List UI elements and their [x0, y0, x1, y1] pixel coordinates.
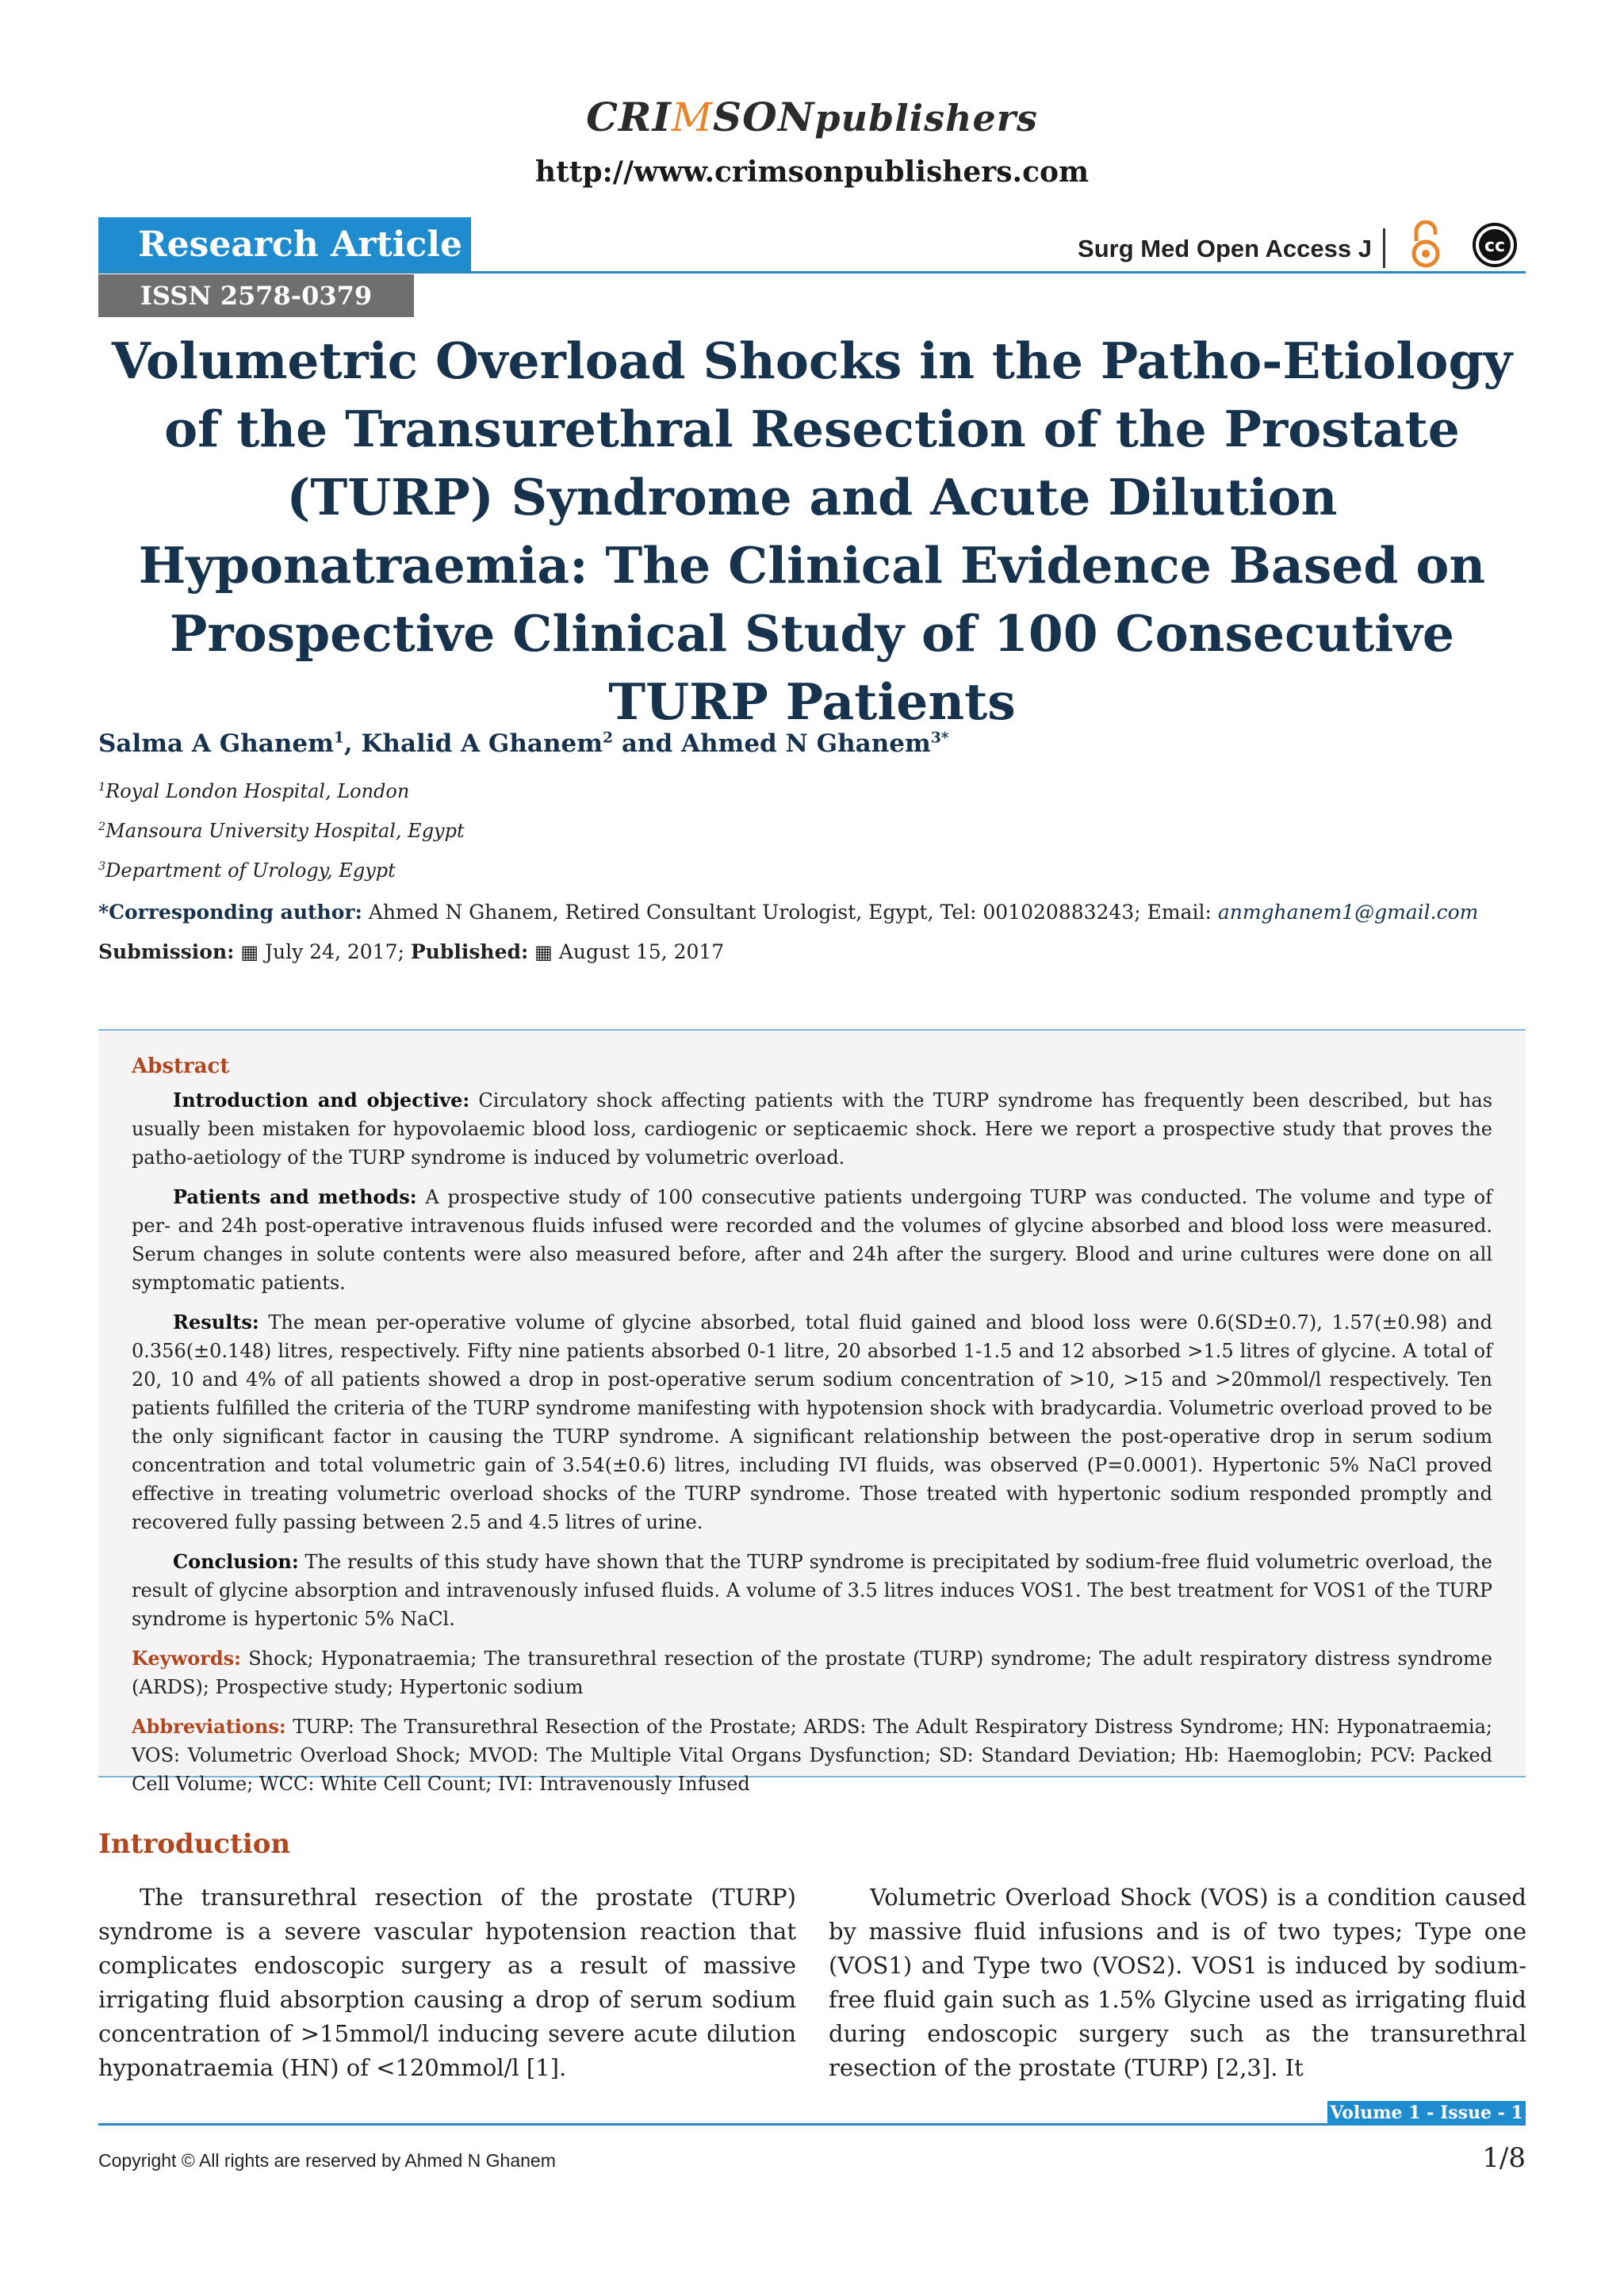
author-affiliation-marker: 1: [333, 729, 344, 747]
corresponding-label: *Corresponding author:: [98, 901, 362, 924]
affiliation-2: [98, 820, 465, 842]
affiliation-3: [98, 859, 396, 882]
article-title: Volumetric Overload Shocks in the Patho-Etiology of the Transurethral Resection of the Prostate (TURP) Syndrome and Acute Dilution Hyponatraemia: The Clinical Evidence Based on Prospective Clinical Study of 100 Consecutive TURP Patients: [111, 331, 1513, 731]
publisher-url[interactable]: http://www.crimsonpublishers.com: [534, 155, 1090, 189]
calendar-icon: ▦: [240, 941, 259, 963]
logo-text-son: SON: [713, 94, 815, 140]
author-affiliation-marker: 3*: [930, 729, 949, 747]
abstract-section-text: Circulatory shock affecting patients with the TURP syndrome has frequently been described, but has usually been mistaken for hypovolaemic blood loss, cardiogenic or septicaemic shock. Here we report a prospective study that proves the patho-aetiology of the TURP syndrome is induced by volumetric overload.: [132, 1089, 1493, 1169]
abbreviations-text: TURP: The Transurethral Resection of the Prostate; ARDS: The Adult Respiratory Distress Syndrome; HN: Hyponatraemia; VOS: Volumetric Overload Shock; MVOD: The Multiple Vital Organs Dysfunction; SD: Standard Deviation; Hb: Haemoglobin; PCV: Packed Cell Volume; WCC: White Cell Count; IVI: Intravenously Infused: [132, 1716, 1492, 1795]
affiliation-marker: 2: [98, 821, 106, 833]
header-divider: [98, 271, 1526, 274]
keywords-text: Shock; Hyponatraemia; The transurethral resection of the prostate (TURP) syndrome; The adult respiratory distress syndrome (ARDS); Prospective study; Hypertonic sodium: [132, 1647, 1492, 1698]
abstract-section-text: The mean per-operative volume of glycine absorbed, total fluid gained and blood loss were 0.6(SD±0.7), 1.57(±0.98) and 0.356(±0.148) litres, respectively. Fifty nine patients absorbed 0-1 litre, 20 absorbed 1-1.5 and 12 absorbed >1.5 litres of glycine. A total of 20, 10 and 4% of all patients showed a drop in post-operative serum sodium concentration of >10, >15 and >20mmol/l respectively. Ten patients fulfilled the criteria of the TURP syndrome manifesting with hypotension shock with bradycardia. Volumetric overload proved to be the only significant factor in causing the TURP syndrome. A significant relationship between the post-operative drop in serum sodium concentration and total volumetric gain of 3.54(±0.6) litres, including IVI fluids, was observed (P=0.0001). Hypertonic 5% NaCl proved effective in treating volumetric overload shocks of the TURP syndrome. Those treated with hypertonic sodium responded promptly and recovered fully passing between 2.5 and 4.5 litres of urine.: [132, 1311, 1492, 1533]
submission-date: July 24, 2017;: [259, 940, 411, 963]
corresponding-text: Ahmed N Ghanem, Retired Consultant Urologist, Egypt, Tel: 001020883243; Email:: [362, 901, 1218, 924]
author-separator: ,: [343, 729, 362, 758]
abbreviations: [132, 1712, 1492, 1798]
issn-badge: ISSN 2578-0379: [98, 274, 414, 317]
journal-divider: [1383, 228, 1385, 268]
abstract-box: [98, 1029, 1526, 1795]
open-access-icon: [1408, 220, 1443, 270]
affiliation-marker: 3: [98, 860, 106, 873]
creative-commons-icon: [1472, 222, 1518, 268]
author-name[interactable]: Ahmed N Ghanem: [680, 729, 931, 758]
footer-divider: [98, 2123, 1526, 2126]
corresponding-email-link[interactable]: anmghanem1@gmail.com: [1217, 901, 1479, 924]
publisher-logo: [0, 94, 1624, 140]
published-date: August 15, 2017: [552, 940, 725, 963]
published-label: Published:: [410, 940, 529, 963]
abbreviations-label: Abbreviations:: [132, 1715, 286, 1738]
affiliation-text: Mansoura University Hospital, Egypt: [105, 820, 465, 842]
abstract-section-label: Introduction and objective:: [173, 1089, 470, 1112]
page-number: 1/8: [1482, 2142, 1526, 2174]
volume-issue-badge: Volume 1 - Issue - 1: [1327, 2101, 1526, 2125]
submission-label: Submission:: [98, 940, 235, 963]
calendar-icon: ▦: [534, 941, 553, 963]
abstract-section-label: Results:: [173, 1311, 259, 1334]
author-affiliation-marker: 2: [603, 729, 614, 747]
article-type-badge: Research Article: [98, 217, 471, 273]
abstract-conclusion: [132, 1548, 1492, 1633]
abstract-results: [132, 1308, 1492, 1536]
abstract-heading: Abstract: [132, 1054, 230, 1078]
introduction-left-column: The transurethral resection of the prostate (TURP) syndrome is a severe vascular hypotension reaction that complicates endoscopic surgery as a result of massive irrigating fluid absorption causing a drop of serum sodium concentration of >15mmol/l inducing severe acute dilution hyponatraemia (HN) of <120mmol/l [1].: [98, 1884, 796, 2081]
abstract-section-text: A prospective study of 100 consecutive patients undergoing TURP was conducted. The volume and type of per- and 24h post-operative intravenous fluids infused were recorded and the volumes of glycine absorbed and blood loss were measured. Serum changes in solute contents were also measured before, after and 24h after the surgery. Blood and urine cultures were done on all symptomatic patients.: [132, 1186, 1493, 1294]
abstract-section-text: The results of this study have shown that the TURP syndrome is precipitated by sodium-free fluid volumetric overload, the result of glycine absorption and intravenously infused fluids. A volume of 3.5 litres induces VOS1. The best treatment for VOS1 of the TURP syndrome is hypertonic 5% NaCl.: [132, 1551, 1492, 1630]
affiliation-1: [98, 780, 409, 802]
keywords-label: Keywords:: [132, 1647, 242, 1670]
logo-text-cri: CRI: [586, 94, 672, 140]
affiliation-marker: 1: [98, 781, 106, 794]
abstract-methods: [132, 1183, 1492, 1297]
keywords: [132, 1644, 1492, 1701]
author-name[interactable]: Salma A Ghanem: [98, 729, 334, 758]
author-list: [98, 729, 948, 758]
copyright-notice: Copyright © All rights are reserved by Ahmed N Ghanem: [98, 2150, 556, 2171]
journal-name: Surg Med Open Access J: [1078, 235, 1372, 262]
author-name[interactable]: Khalid A Ghanem: [361, 729, 603, 758]
logo-text-publishers: publishers: [814, 97, 1038, 140]
publication-dates: [98, 940, 724, 963]
affiliation-text: Department of Urology, Egypt: [105, 859, 396, 882]
abstract-section-label: Patients and methods:: [173, 1185, 417, 1208]
corresponding-author: [98, 901, 1526, 924]
svg-text:cc: cc: [1484, 236, 1506, 256]
abstract-introduction: [132, 1086, 1492, 1172]
introduction-right-column: Volumetric Overload Shock (VOS) is a condition caused by massive fluid infusions and is of two types; Type one (VOS1) and Type two (VOS2). VOS1 is induced by sodium-free fluid gain such as 1.5% Glycine used as irrigating fluid during endoscopic surgery such as the transurethral resection of the prostate (TURP) [2,3]. It: [829, 1884, 1526, 2081]
author-separator: and: [613, 729, 681, 758]
affiliation-text: Royal London Hospital, London: [105, 780, 410, 802]
introduction-heading: Introduction: [98, 1828, 291, 1860]
abstract-section-label: Conclusion:: [173, 1550, 299, 1573]
logo-text-m: M: [671, 94, 714, 140]
